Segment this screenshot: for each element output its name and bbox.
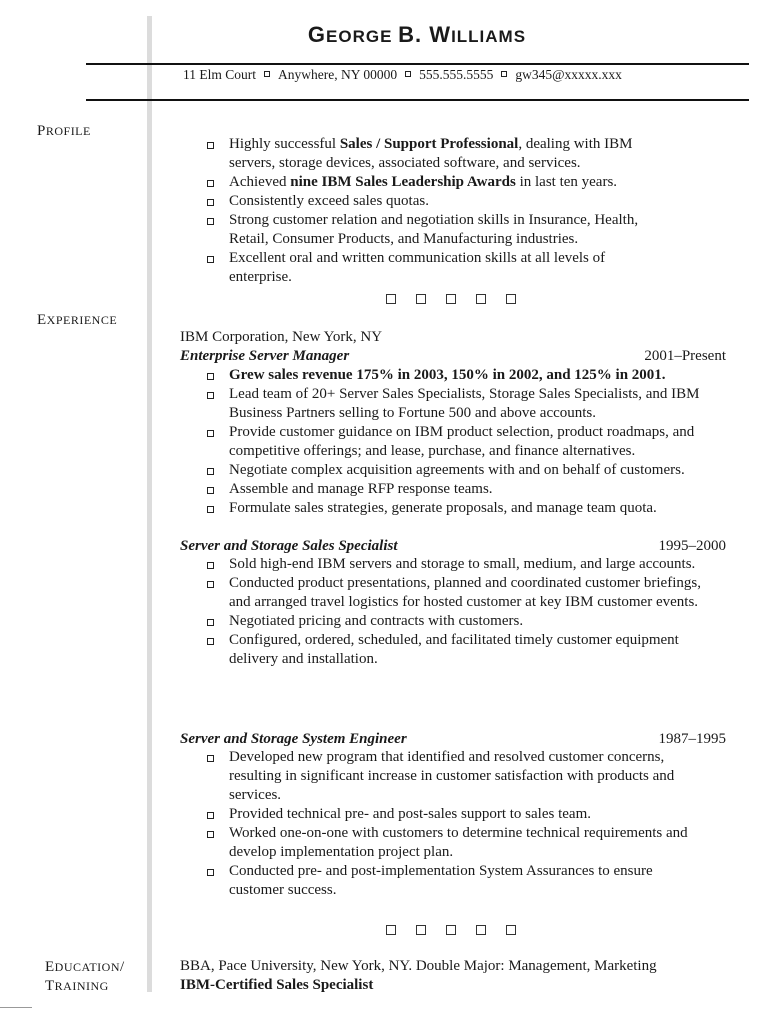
list-item: Conducted product presentations, planned and coordinated customer briefings, and arranged travel logistics for hosted customer at key IBM customer events.: [205, 574, 705, 612]
job-duties-list: [205, 555, 705, 669]
list-item: Configured, ordered, scheduled, and facilitated timely customer equipment delivery and installation.: [205, 631, 705, 669]
list-item: Provide customer guidance on IBM product selection, product roadmaps, and competitive offerings; and lease, purchase, and finance alternatives.: [205, 423, 733, 461]
job-duties-list: [205, 366, 733, 518]
list-item: Strong customer relation and negotiation skills in Insurance, Health, Retail, Consumer Products, and Manufacturing industries.: [205, 211, 665, 249]
list-item: Provided technical pre- and post-sales support to sales team.: [205, 805, 710, 824]
education-certification: IBM-Certified Sales Specialist: [180, 977, 374, 993]
header-rule-top: [86, 63, 749, 65]
checkbox-bullet-icon: [207, 180, 214, 187]
profile-heading: PROFILE: [37, 123, 91, 139]
divider-box-icon: [476, 925, 486, 935]
list-item: Conducted pre- and post-implementation System Assurances to ensure customer success.: [205, 862, 710, 900]
contact-phone: 555.555.5555: [419, 67, 494, 82]
list-item: Developed new program that identified and resolved customer concerns, resulting in significant increase in customer satisfaction with products and services.: [205, 748, 710, 805]
header-rule-bottom: [86, 99, 749, 101]
list-item: Negotiated pricing and contracts with customers.: [205, 612, 705, 631]
divider-box-icon: [416, 925, 426, 935]
checkbox-bullet-icon: [207, 468, 214, 475]
education-degree: BBA, Pace University, New York, NY. Double Major: Management, Marketing: [180, 958, 657, 974]
divider-box-icon: [506, 294, 516, 304]
checkbox-bullet-icon: [207, 831, 214, 838]
list-item: Highly successful Sales / Support Professional, dealing with IBM servers, storage devices, associated software, and services.: [205, 135, 665, 173]
checkbox-bullet-icon: [207, 199, 214, 206]
divider-box-icon: [476, 294, 486, 304]
divider-box-icon: [386, 294, 396, 304]
list-item: Excellent oral and written communication skills at all levels of enterprise.: [205, 249, 665, 287]
checkbox-bullet-icon: [207, 755, 214, 762]
job-dates: 1987–1995: [658, 731, 726, 747]
contact-address: 11 Elm Court: [183, 67, 256, 82]
profile-list: [205, 135, 665, 287]
contact-city: Anywhere, NY 00000: [278, 67, 398, 82]
list-item: Formulate sales strategies, generate proposals, and manage team quota.: [205, 499, 733, 518]
job-title: Enterprise Server Manager: [180, 348, 350, 364]
list-item: Achieved nine IBM Sales Leadership Awards in last ten years.: [205, 173, 665, 192]
experience-heading: EXPERIENCE: [37, 312, 118, 328]
checkbox-bullet-icon: [207, 218, 214, 225]
job-duties-list: [205, 748, 710, 900]
education-heading: EDUCATION/: [45, 959, 125, 975]
job-header: [180, 537, 726, 556]
checkbox-bullet-icon: [207, 869, 214, 876]
candidate-name: GEORGE B. WILLIAMS: [307, 22, 527, 47]
separator-box-icon: [405, 71, 411, 77]
divider-box-icon: [386, 925, 396, 935]
section-divider: [386, 925, 516, 935]
job-dates: 1995–2000: [658, 538, 726, 554]
divider-box-icon: [506, 925, 516, 935]
checkbox-bullet-icon: [207, 487, 214, 494]
job-header: [180, 730, 726, 749]
checkbox-bullet-icon: [207, 619, 214, 626]
checkbox-bullet-icon: [207, 812, 214, 819]
checkbox-bullet-icon: [207, 373, 214, 380]
checkbox-bullet-icon: [207, 256, 214, 263]
contact-email: gw345@xxxxx.xxx: [515, 67, 622, 82]
list-item: Consistently exceed sales quotas.: [205, 192, 665, 211]
list-item: Negotiate complex acquisition agreements with and on behalf of customers.: [205, 461, 733, 480]
list-item: Grew sales revenue 175% in 2003, 150% in 2002, and 125% in 2001.: [205, 366, 733, 385]
list-item: Sold high-end IBM servers and storage to small, medium, and large accounts.: [205, 555, 705, 574]
footer-rule: [0, 1007, 32, 1008]
left-margin-bar: [147, 16, 152, 992]
checkbox-bullet-icon: [207, 142, 214, 149]
job-dates: 2001–Present: [644, 348, 726, 364]
list-item: Lead team of 20+ Server Sales Specialists, Storage Sales Specialists, and IBM Business Partners selling to Fortune 500 and above accounts.: [205, 385, 733, 423]
separator-box-icon: [501, 71, 507, 77]
checkbox-bullet-icon: [207, 506, 214, 513]
job-title: Server and Storage System Engineer: [180, 731, 407, 747]
checkbox-bullet-icon: [207, 430, 214, 437]
list-item: Worked one-on-one with customers to determine technical requirements and develop implementation project plan.: [205, 824, 710, 862]
checkbox-bullet-icon: [207, 562, 214, 569]
company-name: IBM Corporation, New York, NY: [180, 329, 383, 345]
checkbox-bullet-icon: [207, 638, 214, 645]
list-item: Assemble and manage RFP response teams.: [205, 480, 733, 499]
divider-box-icon: [446, 925, 456, 935]
section-divider: [386, 294, 516, 304]
job-title: Server and Storage Sales Specialist: [180, 538, 398, 554]
checkbox-bullet-icon: [207, 581, 214, 588]
job-header: [180, 347, 726, 366]
checkbox-bullet-icon: [207, 392, 214, 399]
divider-box-icon: [416, 294, 426, 304]
training-heading: TRAINING: [45, 978, 109, 994]
divider-box-icon: [446, 294, 456, 304]
separator-box-icon: [264, 71, 270, 77]
contact-line: [183, 67, 622, 83]
